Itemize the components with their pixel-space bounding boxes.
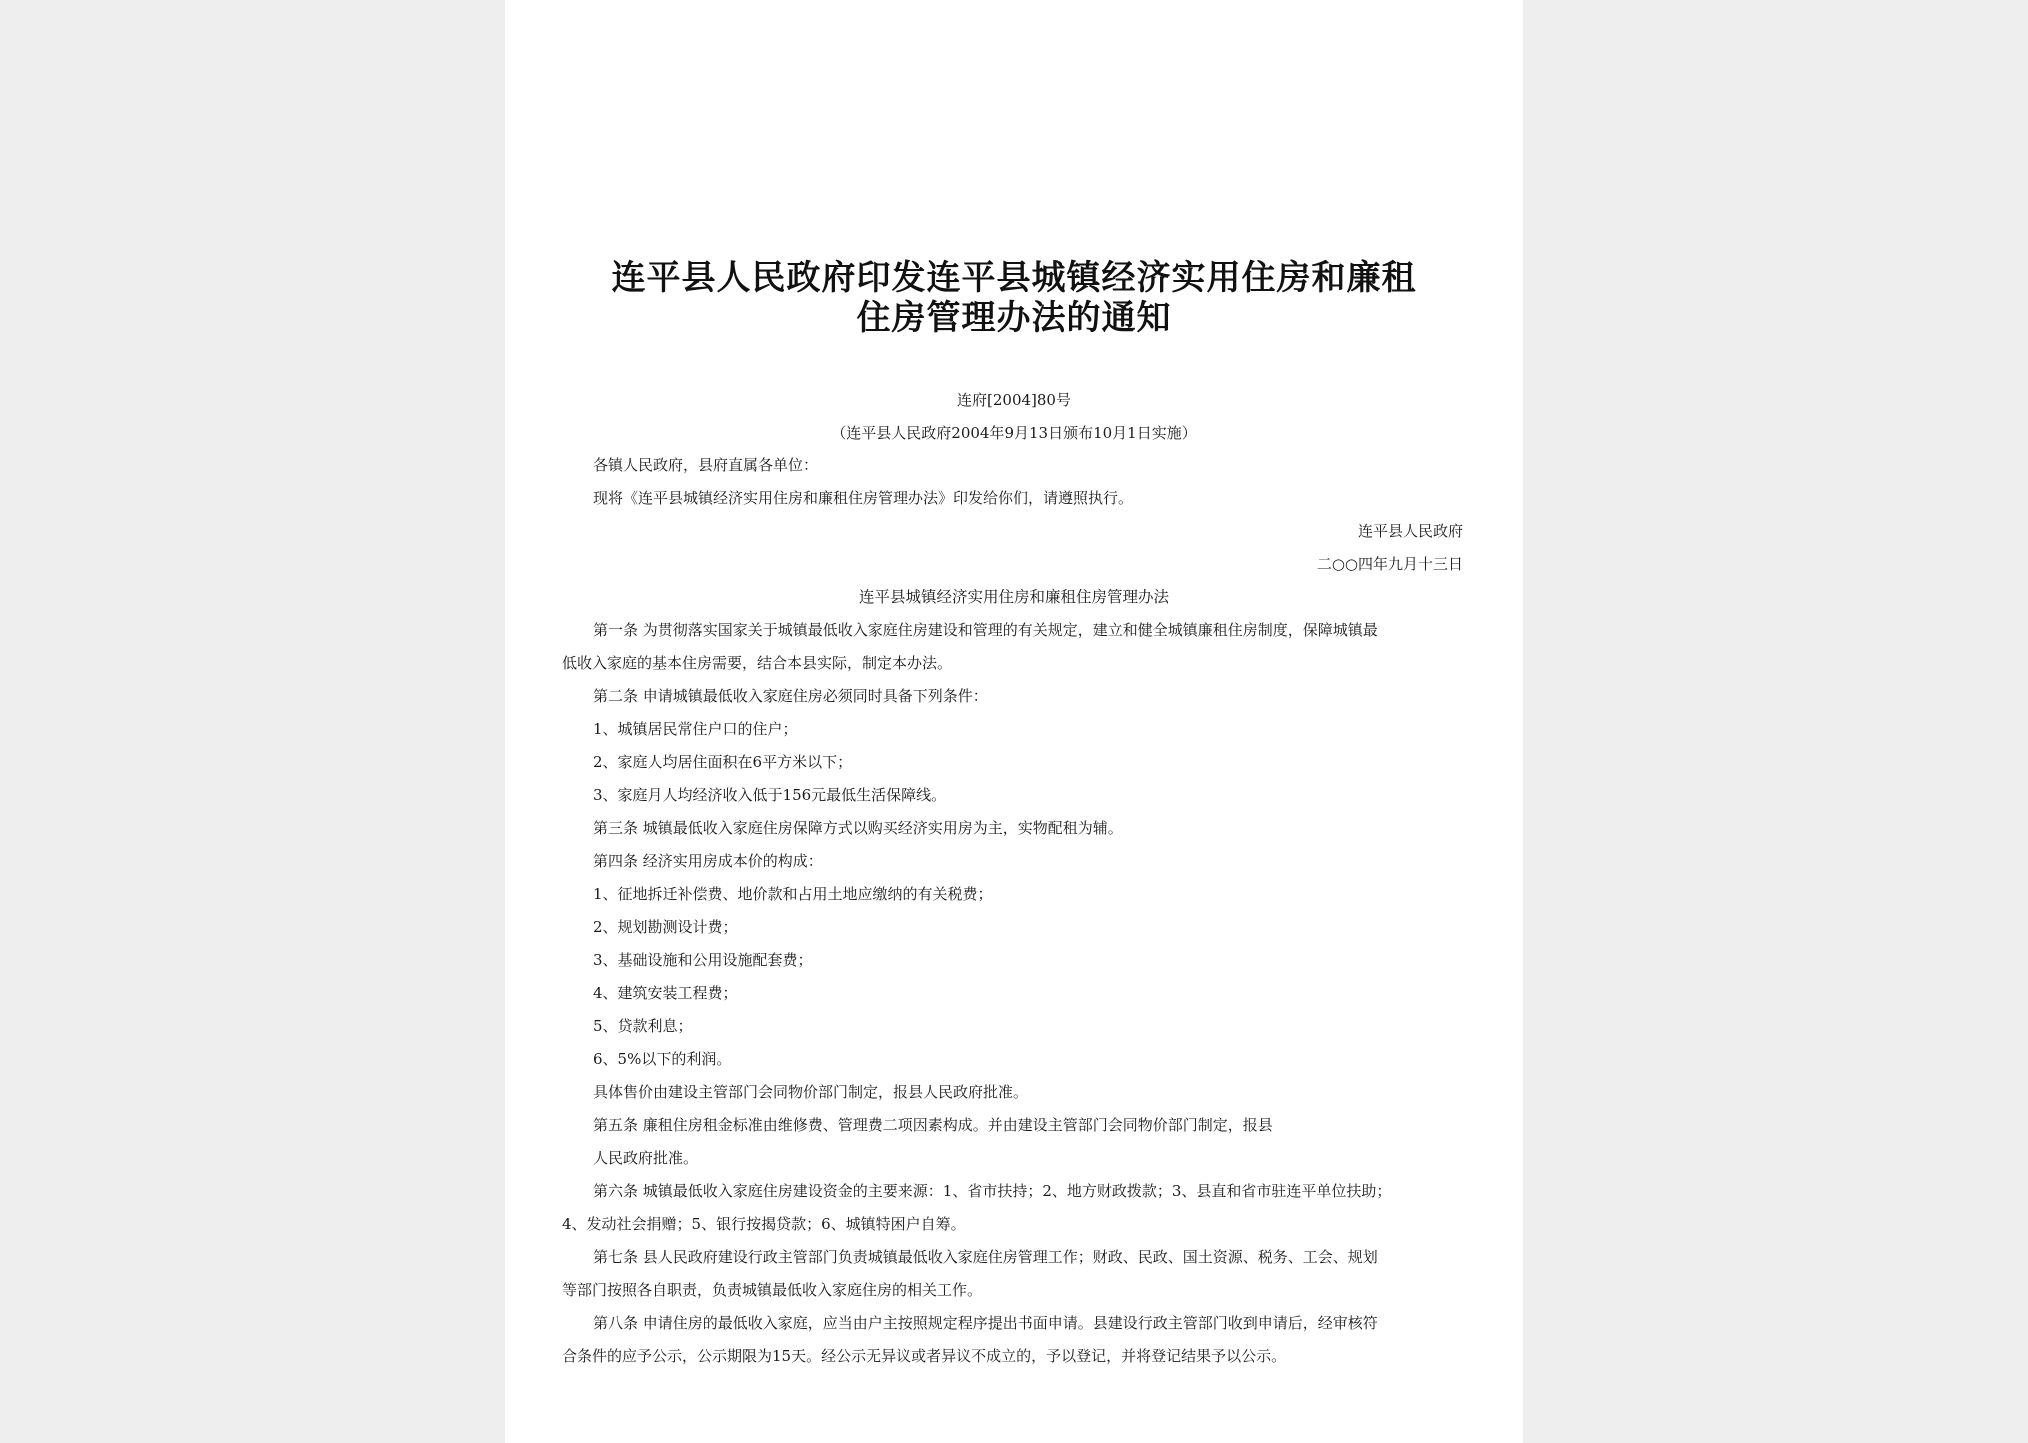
body-line: 第七条 县人民政府建设行政主管部门负责城镇最低收入家庭住房管理工作；财政、民政、国土资源、税务、工会、规划 bbox=[593, 1248, 1378, 1266]
body-line: 5、贷款利息； bbox=[593, 1017, 693, 1035]
addressee: 各镇人民政府，县府直属各单位： bbox=[593, 456, 819, 474]
body-line: 6、5%以下的利润。 bbox=[593, 1050, 732, 1068]
sign-date: 二○○四年九月十三日 bbox=[1316, 555, 1463, 573]
body-line: 2、家庭人均居住面积在6平方米以下； bbox=[593, 753, 853, 771]
title-line-2: 住房管理办法的通知 bbox=[856, 298, 1172, 338]
body-line: 具体售价由建设主管部门会同物价部门制定，报县人民政府批准。 bbox=[593, 1083, 1029, 1101]
body-line: 2、规划勘测设计费； bbox=[593, 918, 738, 936]
body-line: 1、征地拆迁补偿费、地价款和占用土地应缴纳的有关税费； bbox=[593, 885, 993, 903]
body-line: 第四条 经济实用房成本价的构成： bbox=[593, 852, 823, 870]
body-line: 第二条 申请城镇最低收入家庭住房必须同时具备下列条件： bbox=[593, 687, 988, 705]
rules-title: 连平县城镇经济实用住房和廉租住房管理办法 bbox=[858, 588, 1169, 606]
body-line: 3、基础设施和公用设施配套费； bbox=[593, 951, 813, 969]
body-line: 4、建筑安装工程费； bbox=[593, 984, 738, 1002]
body-line: 4、发动社会捐赠；5、银行按揭贷款；6、城镇特困户自筹。 bbox=[562, 1215, 966, 1233]
body-line: 第一条 为贯彻落实国家关于城镇最低收入家庭住房建设和管理的有关规定，建立和健全城镇廉租住房制度，保障城镇最 bbox=[593, 621, 1378, 639]
title-line-1: 连平县人民政府印发连平县城镇经济实用住房和廉租 bbox=[611, 258, 1417, 298]
body-line: 第八条 申请住房的最低收入家庭，应当由户主按照规定程序提出书面申请。县建设行政主管部门收到申请后，经审核符 bbox=[593, 1314, 1378, 1332]
body-line: 第三条 城镇最低收入家庭住房保障方式以购买经济实用房为主，实物配租为辅。 bbox=[593, 819, 1123, 837]
body-line: 等部门按照各自职责，负责城镇最低收入家庭住房的相关工作。 bbox=[562, 1281, 983, 1299]
body-line: 1、城镇居民常住户口的住户； bbox=[593, 720, 798, 738]
body-line: 人民政府批准。 bbox=[593, 1149, 699, 1167]
signer: 连平县人民政府 bbox=[1357, 522, 1463, 540]
intro-paragraph: 现将《连平县城镇经济实用住房和廉租住房管理办法》印发给你们，请遵照执行。 bbox=[593, 489, 1134, 507]
body-line: 合条件的应予公示，公示期限为15天。经公示无异议或者异议不成立的，予以登记，并将登记结果予以公示。 bbox=[562, 1347, 1287, 1365]
issuance-note: （连平县人民政府2004年9月13日颁布10月1日实施） bbox=[831, 424, 1197, 442]
body-line: 低收入家庭的基本住房需要，结合本县实际，制定本办法。 bbox=[562, 654, 953, 672]
body-line: 第五条 廉租住房租金标准由维修费、管理费二项因素构成。并由建设主管部门会同物价部门制定，报县 bbox=[593, 1116, 1273, 1134]
document-title bbox=[505, 258, 1523, 338]
body-line: 第六条 城镇最低收入家庭住房建设资金的主要来源：1、省市扶持；2、地方财政拨款；3、县直和省市驻连平单位扶助； bbox=[593, 1182, 1392, 1200]
document-number: 连府[2004]80号 bbox=[957, 391, 1071, 409]
body-line: 3、家庭月人均经济收入低于156元最低生活保障线。 bbox=[593, 786, 947, 804]
document-page bbox=[505, 0, 1523, 1443]
